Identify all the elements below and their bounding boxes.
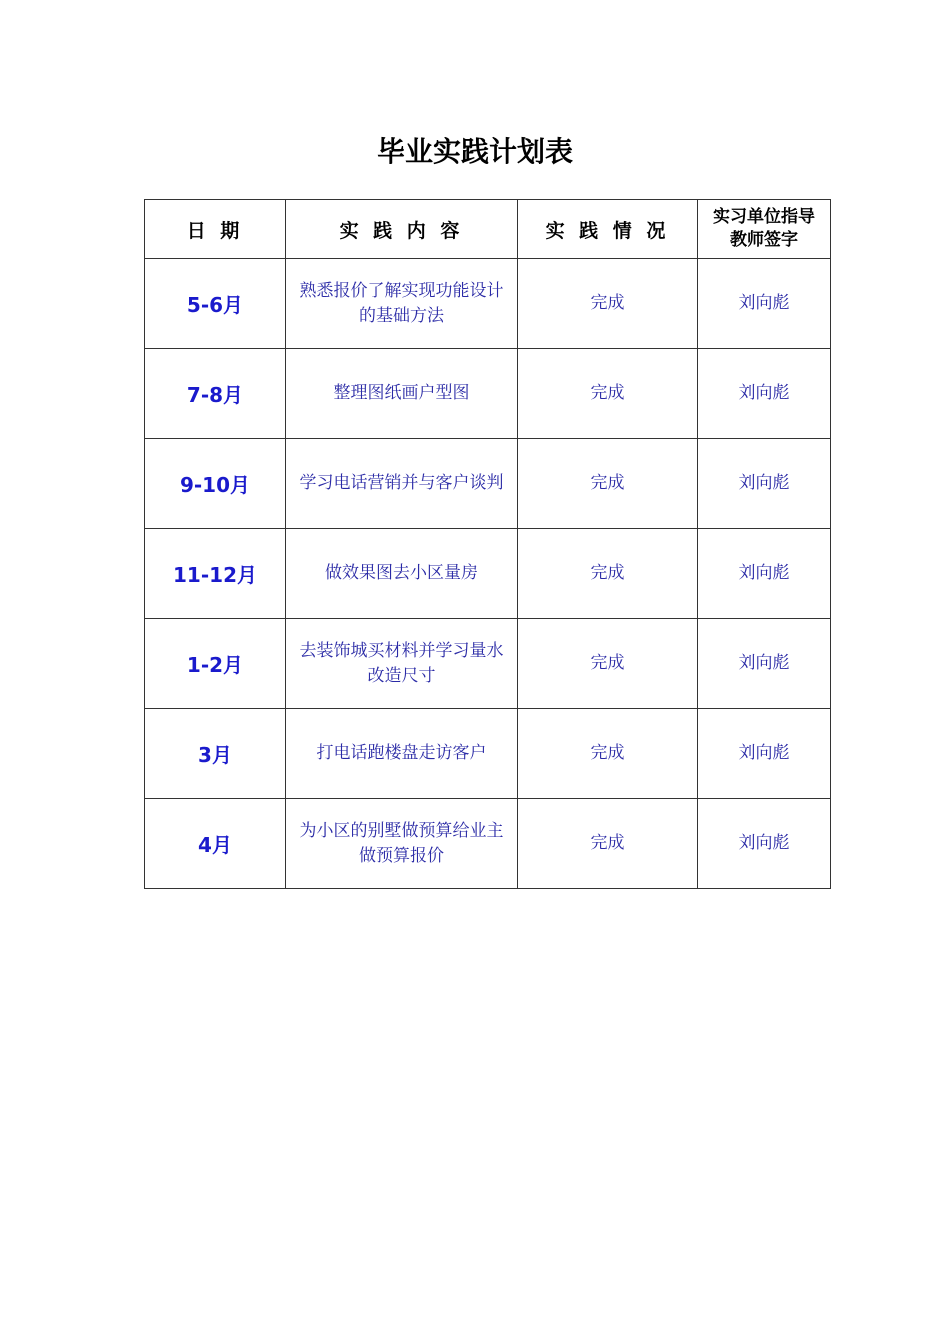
row-date: 11-12月 [145, 529, 286, 619]
row-status: 完成 [518, 349, 698, 439]
row-content: 为小区的别墅做预算给业主做预算报价 [286, 799, 518, 889]
row-content: 整理图纸画户型图 [286, 349, 518, 439]
table-row [145, 619, 831, 709]
row-status: 完成 [518, 709, 698, 799]
row-status: 完成 [518, 259, 698, 349]
row-signature: 刘向彪 [698, 799, 831, 889]
row-status: 完成 [518, 529, 698, 619]
row-content: 打电话跑楼盘走访客户 [286, 709, 518, 799]
table-header-row [145, 200, 831, 259]
row-signature: 刘向彪 [698, 529, 831, 619]
row-signature: 刘向彪 [698, 439, 831, 529]
table-row [145, 259, 831, 349]
row-content: 熟悉报价了解实现功能设计的基础方法 [286, 259, 518, 349]
header-status: 实 践 情 况 [518, 200, 698, 259]
row-content: 学习电话营销并与客户谈判 [286, 439, 518, 529]
row-signature: 刘向彪 [698, 619, 831, 709]
row-content: 做效果图去小区量房 [286, 529, 518, 619]
table-row [145, 799, 831, 889]
header-date: 日 期 [145, 200, 286, 259]
row-signature: 刘向彪 [698, 709, 831, 799]
row-date: 7-8月 [145, 349, 286, 439]
row-date: 3月 [145, 709, 286, 799]
row-signature: 刘向彪 [698, 349, 831, 439]
row-date: 9-10月 [145, 439, 286, 529]
row-date: 5-6月 [145, 259, 286, 349]
row-status: 完成 [518, 799, 698, 889]
row-status: 完成 [518, 439, 698, 529]
table-row [145, 529, 831, 619]
header-signature: 实习单位指导教师签字 [698, 200, 831, 259]
table-row [145, 349, 831, 439]
table-row [145, 709, 831, 799]
row-status: 完成 [518, 619, 698, 709]
row-date: 4月 [145, 799, 286, 889]
table-row [145, 439, 831, 529]
row-content: 去装饰城买材料并学习量水改造尺寸 [286, 619, 518, 709]
header-content: 实 践 内 容 [286, 200, 518, 259]
page-title: 毕业实践计划表 [376, 135, 573, 168]
practice-plan-table [144, 199, 831, 889]
row-date: 1-2月 [145, 619, 286, 709]
row-signature: 刘向彪 [698, 259, 831, 349]
